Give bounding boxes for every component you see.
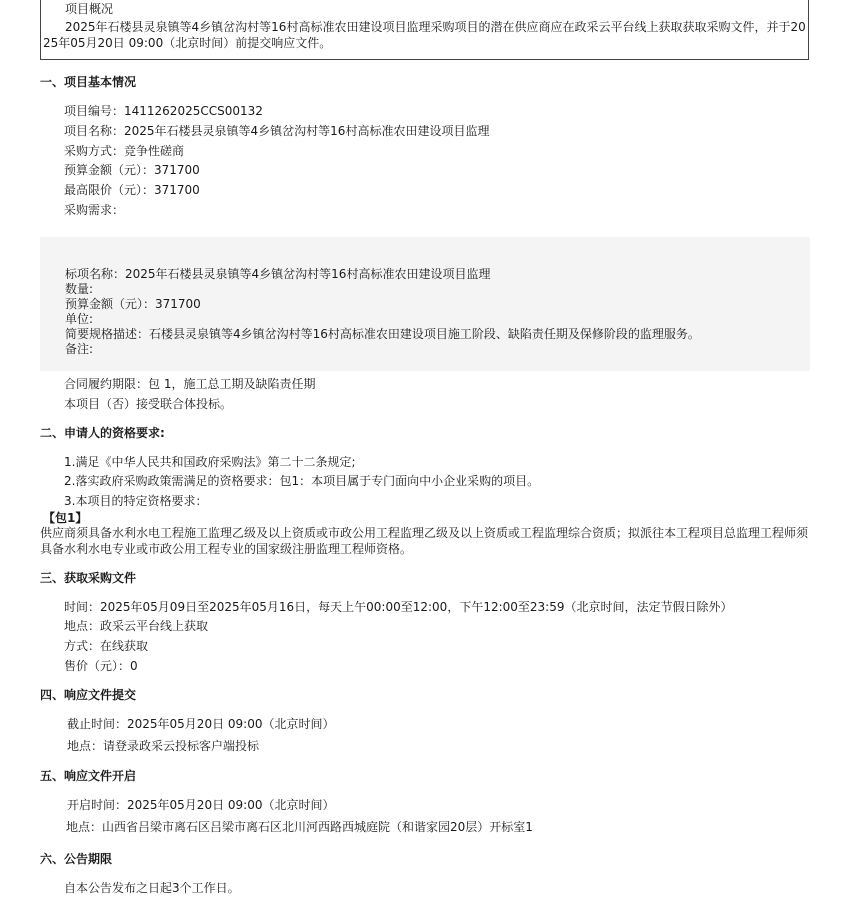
- project-overview-box: [40, 0, 809, 60]
- qualification-item-2: 2.落实政府采购政策需满足的资格要求：包1：本项目属于专门面向中小企业采购的项目。: [64, 474, 540, 488]
- contract-term: 合同履约期限：包 1，施工总工期及缺陷责任期: [64, 377, 316, 391]
- budget-amount: 预算金额（元）：371700: [64, 163, 200, 177]
- document-time: 时间：2025年05月09日至2025年05月16日，每天上午00:00至12:00，下午12:00至23:59（北京时间，法定节假日除外）: [64, 600, 733, 614]
- section-basic-info-heading: 一、项目基本情况: [40, 75, 137, 89]
- specific-requirement: 供应商须具备水利水电工程施工监理乙级及以上资质或市政公用工程监理乙级及以上资质或工程监理综合资质；拟派往本工程项目总监理工程师须具备水利水电专业或市政公用工程专业的国家级注册监理工程师资格。: [40, 526, 809, 556]
- document-place: 地点：政采云平台线上获取: [64, 619, 209, 633]
- section-submission-heading: 四、响应文件提交: [40, 688, 137, 702]
- overview-text: 2025年石楼县灵泉镇等4乡镇岔沟村等16村高标准农田建设项目监理采购项目的潜在供应商应在政采云平台线上获取获取采购文件，并于2025年05月20日 09:00（北京时间）前提交响应文件。: [43, 20, 806, 50]
- section-notice-period-heading: 六、公告期限: [40, 852, 113, 866]
- document-price: 售价（元）：0: [64, 659, 138, 673]
- section-opening-heading: 五、响应文件开启: [40, 769, 137, 783]
- max-price: 最高限价（元）：371700: [64, 183, 200, 197]
- submission-place: 地点：请登录政采云投标客户端投标: [67, 739, 260, 753]
- consortium-bid: 本项目（否）接受联合体投标。: [64, 397, 233, 411]
- section-get-documents-heading: 三、获取采购文件: [40, 571, 137, 585]
- procurement-method: 采购方式：竞争性磋商: [64, 144, 185, 158]
- project-number: 项目编号：1411262025CCS00132: [64, 104, 263, 118]
- procurement-demand-label: 采购需求：: [64, 203, 125, 217]
- qualification-item-3: 3.本项目的特定资格要求：: [64, 494, 208, 508]
- project-name: 项目名称：2025年石楼县灵泉镇等4乡镇岔沟村等16村高标准农田建设项目监理: [64, 124, 490, 138]
- section-qualification-heading: 二、申请人的资格要求:: [40, 426, 165, 440]
- lot-description: 简要规格描述：石楼县灵泉镇等4乡镇岔沟村等16村高标准农田建设项目施工阶段、缺陷责任期及保修阶段的监理服务。: [65, 327, 700, 341]
- lot-budget: 预算金额（元）：371700: [65, 297, 201, 311]
- lot-unit: 单位:: [65, 312, 94, 326]
- lot-remark: 备注:: [65, 342, 94, 356]
- opening-place: 地点：山西省吕梁市离石区吕梁市离石区北川河西路西城庭院（和谐家园20层）开标室1: [66, 820, 533, 834]
- lot-quantity: 数量:: [65, 282, 94, 296]
- lot-name: 标项名称：2025年石楼县灵泉镇等4乡镇岔沟村等16村高标准农田建设项目监理: [65, 267, 491, 281]
- package-label: 【包1】: [43, 511, 88, 525]
- submission-deadline: 截止时间：2025年05月20日 09:00（北京时间）: [67, 717, 335, 731]
- notice-period-text: 自本公告发布之日起3个工作日。: [64, 881, 240, 895]
- qualification-item-1: 1.满足《中华人民共和国政府采购法》第二十二条规定;: [64, 455, 356, 469]
- lot-details-panel: [40, 237, 810, 371]
- document-method: 方式：在线获取: [64, 639, 149, 653]
- overview-title: 项目概况: [65, 2, 114, 16]
- opening-time: 开启时间：2025年05月20日 09:00（北京时间）: [67, 798, 335, 812]
